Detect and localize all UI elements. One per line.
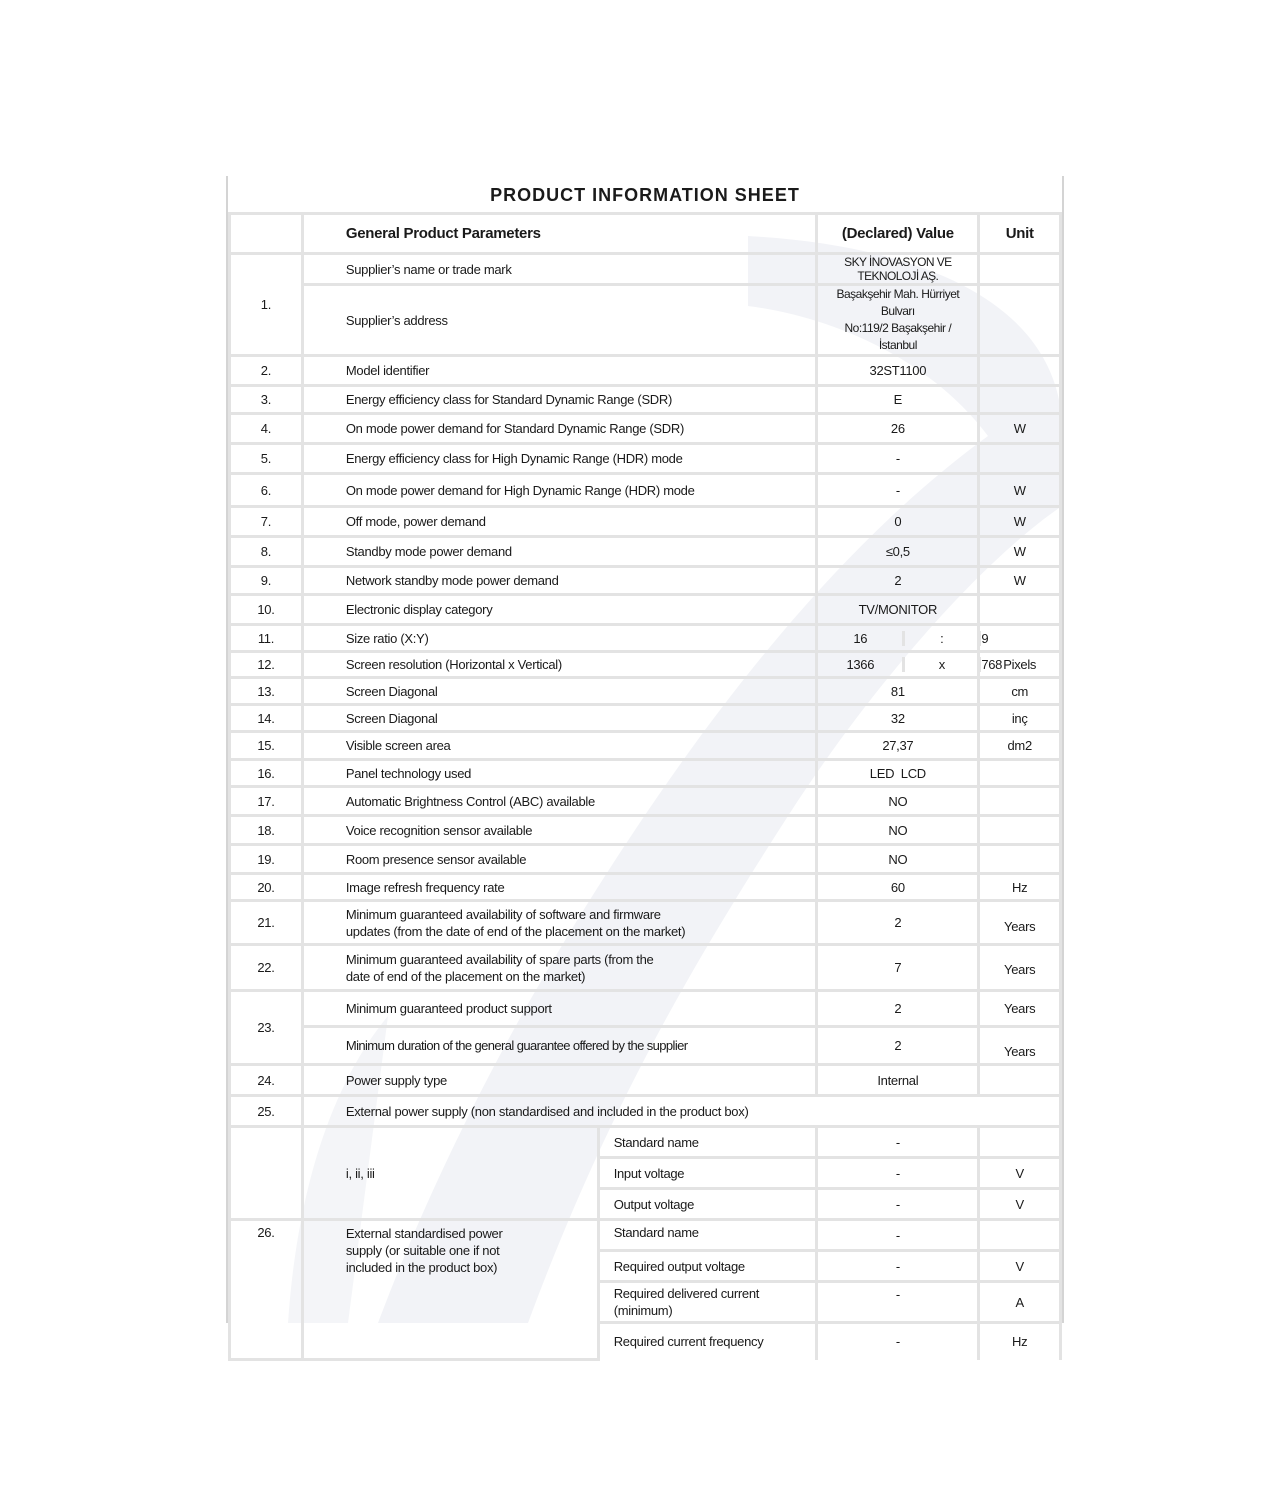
param-name: Automatic Brightness Control (ABC) available (302, 787, 816, 816)
row-number: 3. (230, 386, 303, 414)
sub-param-name-line-2: (minimum) (613, 1303, 673, 1318)
table-header (230, 214, 1061, 254)
param-unit: Years (979, 901, 1061, 945)
param-value: 26 (817, 414, 979, 444)
param-name: Off mode, power demand (302, 507, 816, 537)
param-name: Supplier’s name or trade mark (302, 254, 816, 285)
table-row (230, 1027, 1061, 1065)
param-value (817, 625, 989, 652)
row-number: 10. (230, 595, 303, 625)
param-value: 2 (817, 901, 979, 945)
param-value: 2 (817, 1027, 979, 1065)
table-row (230, 816, 1061, 845)
param-unit: W (979, 474, 1061, 507)
param-name: Visible screen area (302, 732, 816, 760)
param-unit: W (979, 537, 1061, 567)
row-number: 20. (230, 874, 303, 901)
row-number: 2. (230, 356, 303, 386)
param-name: On mode power demand for High Dynamic Range (HDR) mode (302, 474, 816, 507)
header-value: (Declared) Value (817, 214, 979, 254)
param-value: 81 (817, 678, 979, 705)
param-value (817, 652, 1003, 678)
param-name: Panel technology used (302, 760, 816, 787)
table-row (230, 1220, 1061, 1251)
param-value: 32 (817, 705, 979, 732)
param-name: Network standby mode power demand (302, 567, 816, 595)
table-row (230, 678, 1061, 705)
param-name-line-1: Minimum guaranteed availability of spare parts (from the (345, 951, 654, 967)
sub-param-name: Required current frequency (598, 1323, 817, 1360)
param-value: 7 (817, 945, 979, 991)
param-name: Screen Diagonal (302, 705, 816, 732)
row-number: 13. (230, 678, 303, 705)
sub-param-name (598, 1282, 817, 1323)
address-line-1: Başakşehir Mah. Hürriyet Bulvarı (836, 287, 960, 318)
table-row (230, 1127, 1061, 1158)
param-unit: Years (979, 991, 1061, 1027)
resolution-separator: x (905, 657, 981, 672)
param-name-line-2: date of end of the placement on the market) (345, 968, 586, 984)
resolution-horizontal: 1366 (818, 657, 905, 672)
sub-group-label: i, ii, iii (302, 1127, 598, 1220)
param-value: 2 (817, 991, 979, 1027)
row-number: 7. (230, 507, 303, 537)
ratio-y: 9 (981, 630, 989, 646)
table-row (230, 625, 1061, 652)
sub-param-value: - (817, 1323, 979, 1360)
sub-param-name: Standard name (598, 1220, 817, 1251)
row-number: 25. (230, 1096, 303, 1127)
param-unit: Years (979, 1027, 1061, 1065)
label-line-1: External standardised power (345, 1226, 503, 1241)
param-name: External power supply (non standardised and included in the product box) (302, 1096, 1060, 1127)
row-number: 18. (230, 816, 303, 845)
table-row (230, 945, 1061, 991)
param-unit: cm (979, 678, 1061, 705)
param-name: Screen Diagonal (302, 678, 816, 705)
param-unit (979, 595, 1061, 625)
param-value: TV/MONITOR (817, 595, 979, 625)
param-unit: W (979, 567, 1061, 595)
param-value: 0 (817, 507, 979, 537)
table-row (230, 285, 1061, 356)
param-unit: Years (979, 945, 1061, 991)
row-number: 21. (230, 901, 303, 945)
table-row (230, 652, 1061, 678)
param-unit: W (979, 507, 1061, 537)
table-row (230, 787, 1061, 816)
param-value: LED LCD (817, 760, 979, 787)
sub-param-value: - (817, 1220, 979, 1251)
param-name: Standby mode power demand (302, 537, 816, 567)
param-unit: Hz (979, 874, 1061, 901)
sub-param-value: - (817, 1189, 979, 1220)
param-name: Room presence sensor available (302, 845, 816, 874)
param-value: 60 (817, 874, 979, 901)
param-name: Supplier’s address (302, 285, 816, 356)
param-name: Power supply type (302, 1065, 816, 1096)
table-row (230, 845, 1061, 874)
param-unit (979, 845, 1061, 874)
param-unit: W (979, 414, 1061, 444)
header-parameters: General Product Parameters (302, 214, 816, 254)
table-row (230, 444, 1061, 474)
param-name: Image refresh frequency rate (302, 874, 816, 901)
param-unit (979, 625, 1061, 652)
param-value: SKY İNOVASYON VE TEKNOLOJİ AŞ. (817, 254, 979, 285)
param-name: Screen resolution (Horizontal x Vertical) (302, 652, 816, 678)
table-row (230, 1096, 1061, 1127)
sub-param-unit: Hz (979, 1323, 1061, 1360)
sub-param-name: Output voltage (598, 1189, 817, 1220)
sub-param-unit: A (979, 1282, 1061, 1323)
label-line-2: supply (or suitable one if not (345, 1243, 500, 1258)
table-row (230, 356, 1061, 386)
header-number-cell (230, 214, 303, 254)
param-value: - (817, 444, 979, 474)
param-value: Internal (817, 1065, 979, 1096)
row-number: 19. (230, 845, 303, 874)
param-name: Electronic display category (302, 595, 816, 625)
param-name: Voice recognition sensor available (302, 816, 816, 845)
product-information-sheet (226, 176, 1064, 1350)
param-unit (979, 386, 1061, 414)
param-value: 27,37 (817, 732, 979, 760)
row-number: 1. (230, 254, 303, 356)
param-unit (979, 444, 1061, 474)
param-name-line-2: updates (from the date of end of the placement on the market) (345, 923, 686, 939)
row-number: 8. (230, 537, 303, 567)
table-row (230, 760, 1061, 787)
sub-param-unit: V (979, 1251, 1061, 1282)
table-row (230, 474, 1061, 507)
param-value: 2 (817, 567, 979, 595)
param-unit: inç (979, 705, 1061, 732)
sub-param-name: Standard name (598, 1127, 817, 1158)
param-name-line-1: Minimum guaranteed availability of software and firmware (345, 906, 661, 922)
param-name: On mode power demand for Standard Dynamic Range (SDR) (302, 414, 816, 444)
row-number: 17. (230, 787, 303, 816)
param-name (302, 901, 816, 945)
sheet-title: PRODUCT INFORMATION SHEET (490, 185, 800, 205)
table-row (230, 537, 1061, 567)
param-value: NO (817, 816, 979, 845)
param-unit (979, 1065, 1061, 1096)
row-number: 12. (230, 652, 303, 678)
param-unit (979, 787, 1061, 816)
ratio-x: 16 (818, 631, 905, 646)
param-unit (979, 254, 1061, 285)
param-value: E (817, 386, 979, 414)
row-number: 26. (230, 1220, 303, 1360)
row-number-blank (230, 1127, 303, 1220)
sub-param-value: - (817, 1282, 979, 1323)
sub-param-value: - (817, 1251, 979, 1282)
param-name: Model identifier (302, 356, 816, 386)
row-number: 9. (230, 567, 303, 595)
row-number: 14. (230, 705, 303, 732)
sub-param-unit: V (979, 1189, 1061, 1220)
param-value (817, 285, 979, 356)
sub-param-name-line-1: Required delivered current (613, 1286, 760, 1301)
table-row (230, 991, 1061, 1027)
sub-param-unit (979, 1220, 1061, 1251)
table-row (230, 1065, 1061, 1096)
row-number: 4. (230, 414, 303, 444)
sub-param-value: - (817, 1127, 979, 1158)
header-unit: Unit (979, 214, 1061, 254)
row-number: 16. (230, 760, 303, 787)
sub-param-unit (979, 1127, 1061, 1158)
param-name: Minimum guaranteed product support (302, 991, 816, 1027)
param-value: ≤0,5 (817, 537, 979, 567)
sub-param-name: Input voltage (598, 1158, 817, 1189)
param-name: Size ratio (X:Y) (302, 625, 816, 652)
row-number: 11. (230, 625, 303, 652)
sub-param-name: Required output voltage (598, 1251, 817, 1282)
param-name: Minimum duration of the general guarantee offered by the supplier (302, 1027, 816, 1065)
param-name (302, 945, 816, 991)
param-unit: dm2 (979, 732, 1061, 760)
table-row (230, 567, 1061, 595)
table-row (230, 386, 1061, 414)
table-row (230, 874, 1061, 901)
param-unit: Pixels (979, 652, 1061, 678)
table-row (230, 901, 1061, 945)
param-value: 32ST1100 (817, 356, 979, 386)
sub-group-label (302, 1220, 598, 1360)
param-value: NO (817, 787, 979, 816)
param-unit (979, 760, 1061, 787)
table-row (230, 595, 1061, 625)
label-line-3: included in the product box) (345, 1260, 498, 1275)
resolution-vertical: 768 (981, 657, 1003, 672)
row-number: 22. (230, 945, 303, 991)
param-unit (979, 356, 1061, 386)
table-row (230, 705, 1061, 732)
row-number: 5. (230, 444, 303, 474)
param-name: Energy efficiency class for High Dynamic Range (HDR) mode (302, 444, 816, 474)
row-number: 23. (230, 991, 303, 1065)
row-number: 24. (230, 1065, 303, 1096)
table-row (230, 732, 1061, 760)
param-unit (979, 285, 1061, 356)
param-value: NO (817, 845, 979, 874)
product-parameters-table (228, 212, 1062, 1361)
table-row (230, 414, 1061, 444)
table-row (230, 254, 1061, 285)
sub-param-unit: V (979, 1158, 1061, 1189)
param-value: - (817, 474, 979, 507)
row-number: 15. (230, 732, 303, 760)
row-number: 6. (230, 474, 303, 507)
ratio-separator: : (905, 631, 981, 646)
param-name: Energy efficiency class for Standard Dynamic Range (SDR) (302, 386, 816, 414)
param-unit (979, 816, 1061, 845)
address-line-2: No:119/2 Başakşehir / İstanbul (844, 321, 952, 352)
sub-param-value: - (817, 1158, 979, 1189)
table-row (230, 507, 1061, 537)
